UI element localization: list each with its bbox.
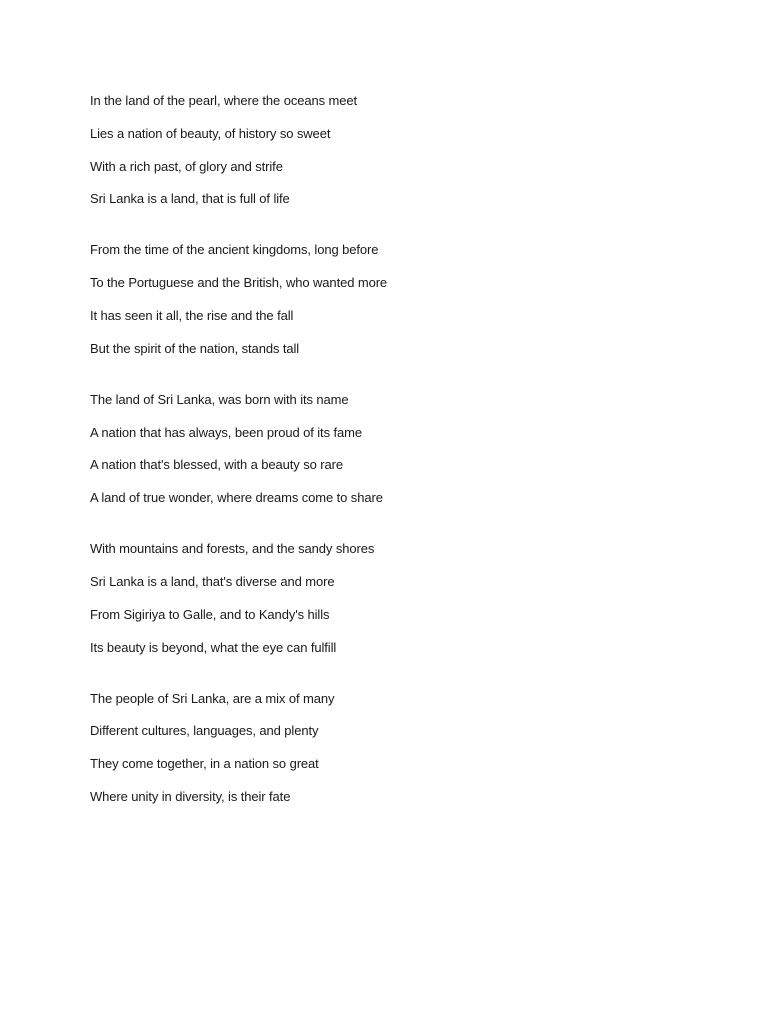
poem-line: Different cultures, languages, and plenty <box>90 723 319 739</box>
poem-line: In the land of the pearl, where the oceans meet <box>90 93 358 108</box>
poem-line: It has seen it all, the rise and the fall <box>90 307 294 323</box>
stanza-3 <box>90 391 730 507</box>
poem-line: To the Portuguese and the British, who wanted more <box>90 275 388 291</box>
poem-line: Where unity in diversity, is their fate <box>90 788 291 804</box>
stanza-5 <box>90 690 730 806</box>
poem-line: A nation that's blessed, with a beauty so rare <box>90 457 343 473</box>
poem-line: With mountains and forests, and the sandy shores <box>90 541 375 557</box>
poem-body <box>90 92 730 839</box>
stanza-4 <box>90 540 730 656</box>
poem-line: A nation that has always, been proud of its fame <box>90 424 362 440</box>
poem-line: The land of Sri Lanka, was born with its name <box>90 391 349 407</box>
poem-line: Sri Lanka is a land, that is full of life <box>90 191 290 207</box>
poem-line: But the spirit of the nation, stands tall <box>90 340 300 356</box>
stanza-2 <box>90 241 730 357</box>
poem-line: Lies a nation of beauty, of history so sweet <box>90 125 331 141</box>
poem-line: With a rich past, of glory and strife <box>90 158 283 174</box>
poem-line: Sri Lanka is a land, that's diverse and more <box>90 573 335 589</box>
poem-line: A land of true wonder, where dreams come to share <box>90 490 383 506</box>
stanza-1 <box>90 92 730 208</box>
poem-line: From the time of the ancient kingdoms, long before <box>90 242 379 258</box>
poem-line: The people of Sri Lanka, are a mix of many <box>90 690 335 706</box>
poem-line: From Sigiriya to Galle, and to Kandy's hills <box>90 606 330 622</box>
poem-line: They come together, in a nation so great <box>90 756 319 772</box>
poem-line: Its beauty is beyond, what the eye can fulfill <box>90 639 337 655</box>
